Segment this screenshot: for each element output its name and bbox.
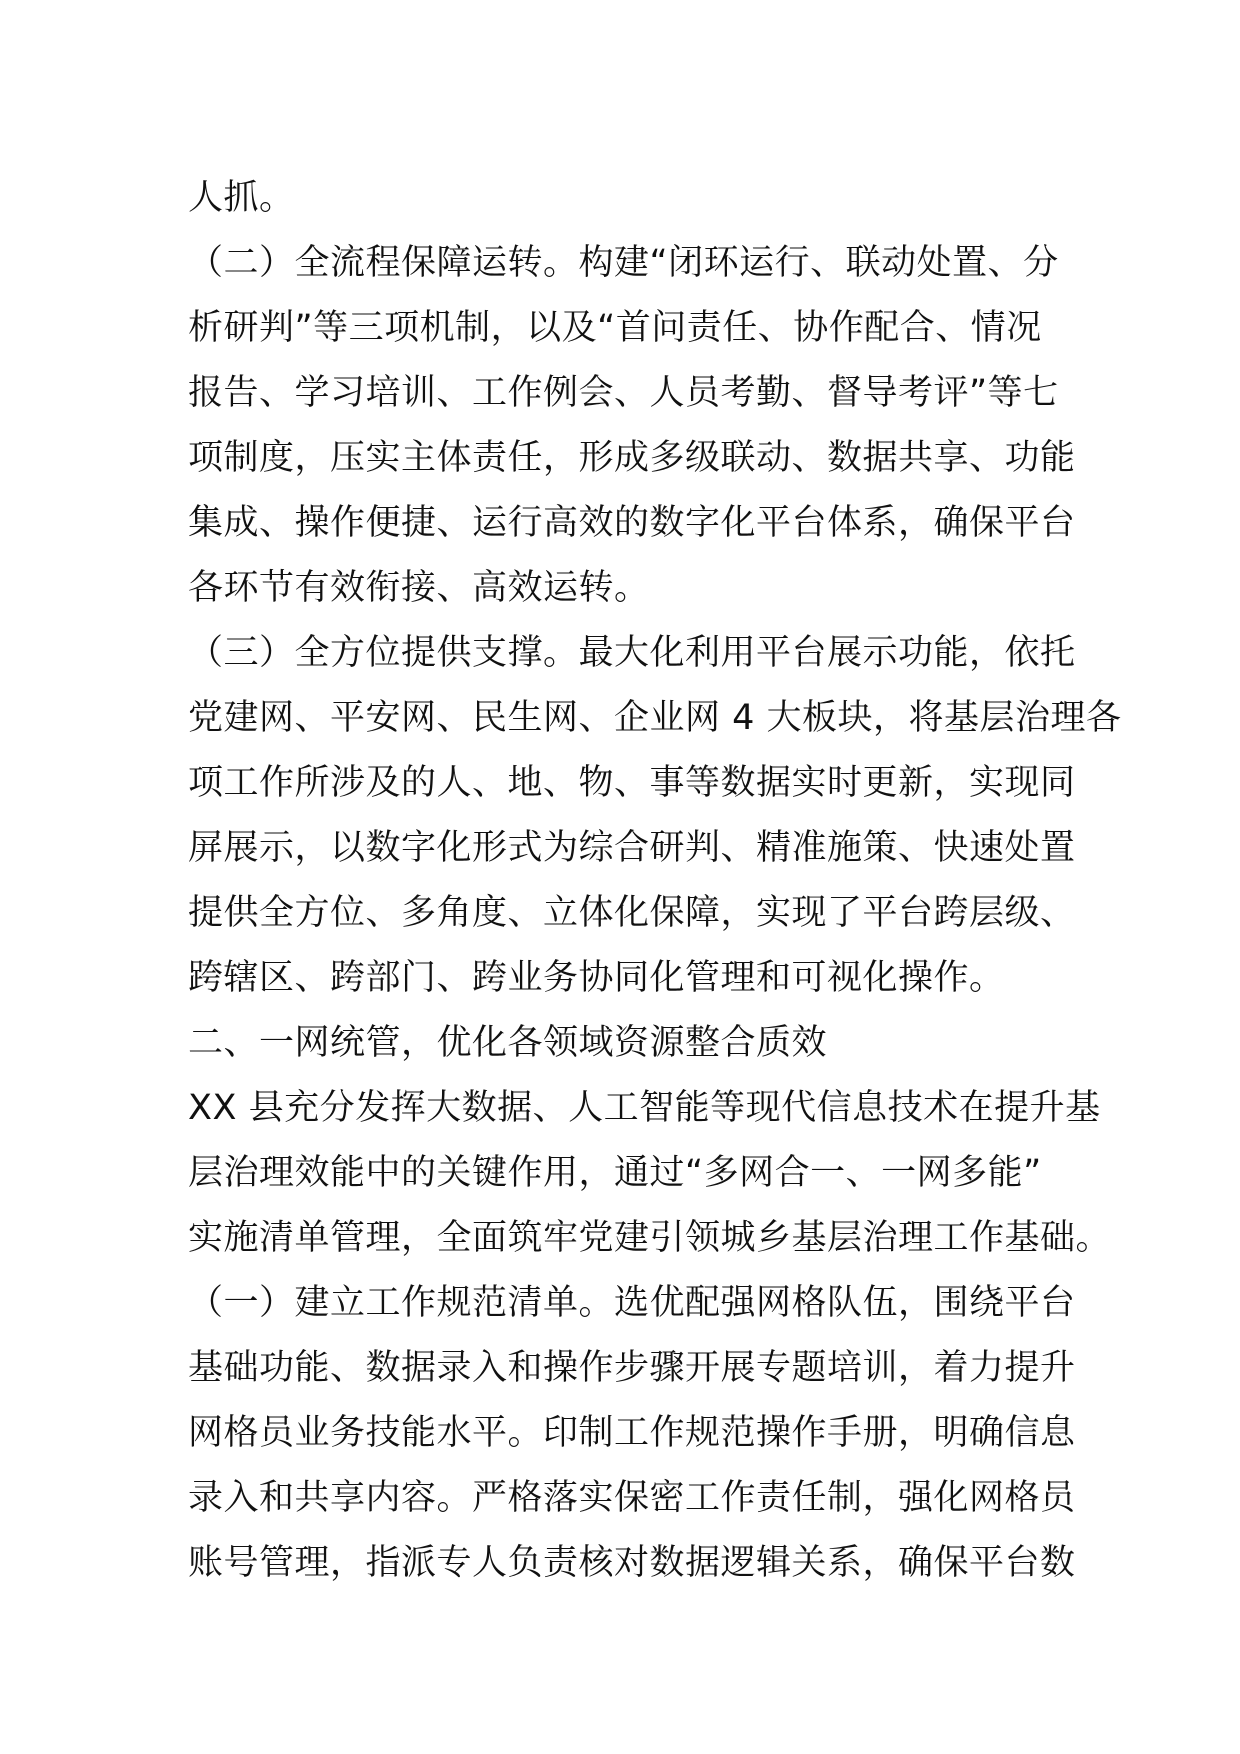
text-line: 基础功能、数据录入和操作步骤开展专题培训，着力提升 xyxy=(188,1348,1076,1388)
text-line: 网格员业务技能水平。印制工作规范操作手册，明确信息 xyxy=(188,1413,1076,1453)
text-line: XX 县充分发挥大数据、人工智能等现代信息技术在提升基 xyxy=(188,1088,1101,1128)
text-line: 项工作所涉及的人、地、物、事等数据实时更新，实现同 xyxy=(188,763,1076,803)
text-line: （一）建立工作规范清单。选优配强网格队伍，围绕平台 xyxy=(188,1283,1076,1323)
text-line: （三）全方位提供支撑。最大化利用平台展示功能，依托 xyxy=(188,633,1076,673)
text-line: 提供全方位、多角度、立体化保障，实现了平台跨层级、 xyxy=(188,893,1076,933)
body-text xyxy=(188,166,1122,1596)
text-line: 析研判”等三项机制，以及“首问责任、协作配合、情况 xyxy=(188,308,1042,348)
text-line: 各环节有效衔接、高效运转。 xyxy=(188,568,650,608)
text-line: 屏展示，以数字化形式为综合研判、精准施策、快速处置 xyxy=(188,828,1076,868)
text-line: 报告、学习培训、工作例会、人员考勤、督导考评”等七 xyxy=(188,373,1059,413)
section-heading: 二、一网统管，优化各领域资源整合质效 xyxy=(188,1023,828,1063)
text-line: （二）全流程保障运转。构建“闭环运行、联动处置、分 xyxy=(188,243,1059,283)
text-line: 实施清单管理，全面筑牢党建引领城乡基层治理工作基础。 xyxy=(188,1218,1112,1258)
text-line: 项制度，压实主体责任，形成多级联动、数据共享、功能 xyxy=(188,438,1076,478)
text-line: 录入和共享内容。严格落实保密工作责任制，强化网格员 xyxy=(188,1478,1076,1518)
text-line: 账号管理，指派专人负责核对数据逻辑关系，确保平台数 xyxy=(188,1543,1076,1583)
text-line: 集成、操作便捷、运行高效的数字化平台体系，确保平台 xyxy=(188,503,1076,543)
text-line: 党建网、平安网、民生网、企业网 4 大板块，将基层治理各 xyxy=(188,698,1122,738)
text-line: 人抓。 xyxy=(188,178,295,218)
text-line: 层治理效能中的关键作用，通过“多网合一、一网多能” xyxy=(188,1153,1042,1193)
text-line: 跨辖区、跨部门、跨业务协同化管理和可视化操作。 xyxy=(188,958,1005,998)
